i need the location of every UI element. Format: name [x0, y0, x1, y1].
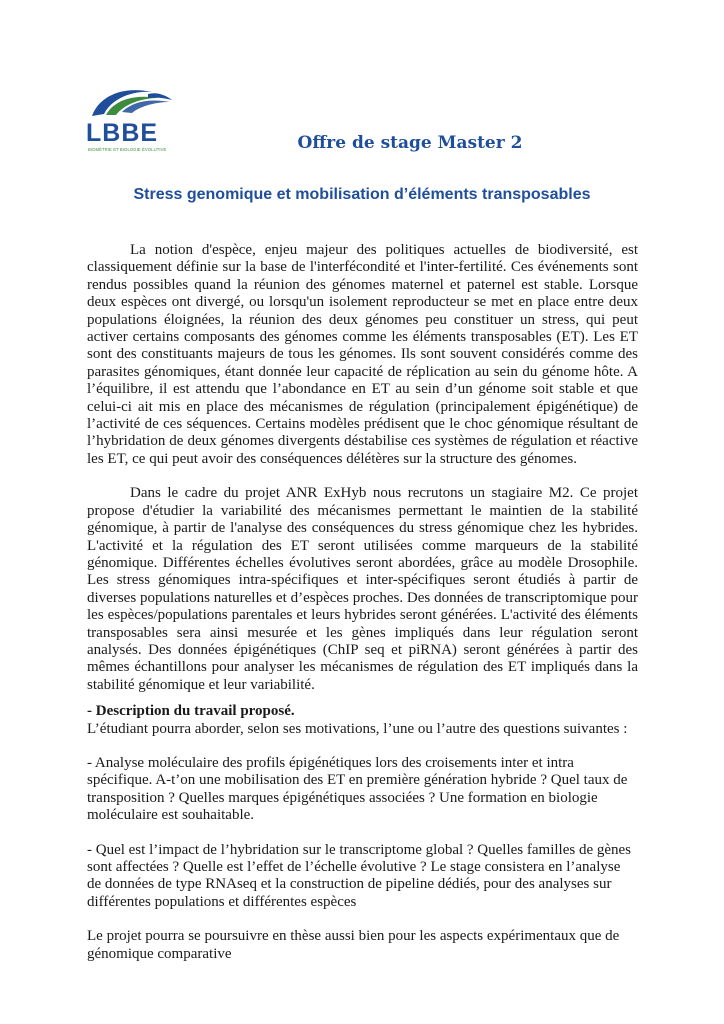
section-heading: - Description du travail proposé. [87, 703, 295, 720]
logo-wordmark: LBBE [86, 119, 159, 147]
section-intro: L’étudiant pourra aborder, selon ses motivations, l’une ou l’autre des questions suivantes : [87, 720, 628, 737]
question-item-2: - Quel est l’impact de l’hybridation sur le transcriptome global ? Quelles familles de gènes sont affectées ? Quelle est l’effet de l’échelle évolutive ? Le stage consistera en l’analyse de données de type RNAseq et la construction de pipeline dédiés, pour des analyses sur différentes populations et différentes espèces [87, 841, 631, 910]
project-paragraph: Dans le cadre du projet ANR ExHyb nous recrutons un stagiaire M2. Ce projet propose d'étudier la variabilité des mécanismes permettant le maintien de la stabilité génomique, à partir de l'analyse des conséquences du stress génomique chez les hybrides. L'activité et la régulation des ET seront utilisées comme marqueurs de la stabilité génomique. Différentes échelles évolutives seront abordées, grâce au modèle Drosophile. Les stress génomiques intra-spécifiques et inter-spécifiques seront étudiés à partir de diverses populations naturelles et d’espèces proches. Des données de transcriptomique pour les espèces/populations parentales et leurs hybrides seront générées. L'activité des éléments transposables sera ainsi mesurée et les gènes impliqués dans leur régulation seront analysés. Des données épigénétiques (ChIP seq et piRNA) seront générées à partir des mêmes échantillons pour analyser les mécanismes de régulation des ET impliqués dans la stabilité génomique et leur variabilité. [87, 485, 638, 693]
page-subtitle: Stress genomique et mobilisation d’éléments transposables [133, 186, 591, 203]
closing-paragraph: Le projet pourra se poursuivre en thèse aussi bien pour les aspects expérimentaux que de génomique comparative [87, 928, 620, 962]
intro-paragraph: La notion d'espèce, enjeu majeur des politiques actuelles de biodiversité, est classiquement définie sur la base de l'interfécondité et l'inter-fertilité. Ces événements sont rendus possibles quand la réunion des génomes maternel et paternel est stable. Lorsque deux espèces ont divergé, ou lorsqu'un isolement reproducteur se met en place entre deux populations éloignées, la réunion des deux génomes peu constituer un stress, qui peut activer certains composants des génomes comme les éléments transposables (ET). Les ET sont des constituants majeurs de tous les génomes. Ils sont souvent considérés comme des parasites génomiques, étant donnée leur capacité de réplication au sein du génome hôte. A l’équilibre, il est attendu que l’abondance en ET au sein d’un génome soit stable et que celui-ci ait mis en place des mécanismes de régulation (principalement épigénétique) de l’activité de ces séquences. Certains modèles prédisent que le choc génomique résultant de l’hybridation de deux génomes divergents déstabilise ces systèmes de régulation et réactive les ET, ce qui peut avoir des conséquences délétères sur la structure des génomes. [87, 242, 638, 467]
bird-swoosh-icon [86, 84, 182, 124]
question-item-1: - Analyse moléculaire des profils épigénétiques lors des croisements inter et intra spécifique. A-t’on une mobilisation des ET en première génération hybride ? Quel taux de transposition ? Quelles marques épigénétiques associées ? Une formation en biologie moléculaire est souhaitable. [87, 754, 628, 824]
document-body [87, 242, 638, 963]
page-title: Offre de stage Master 2 [297, 133, 523, 153]
logo-tagline: BIOMÉTRIE ET BIOLOGIE ÉVOLUTIVE [88, 147, 167, 152]
